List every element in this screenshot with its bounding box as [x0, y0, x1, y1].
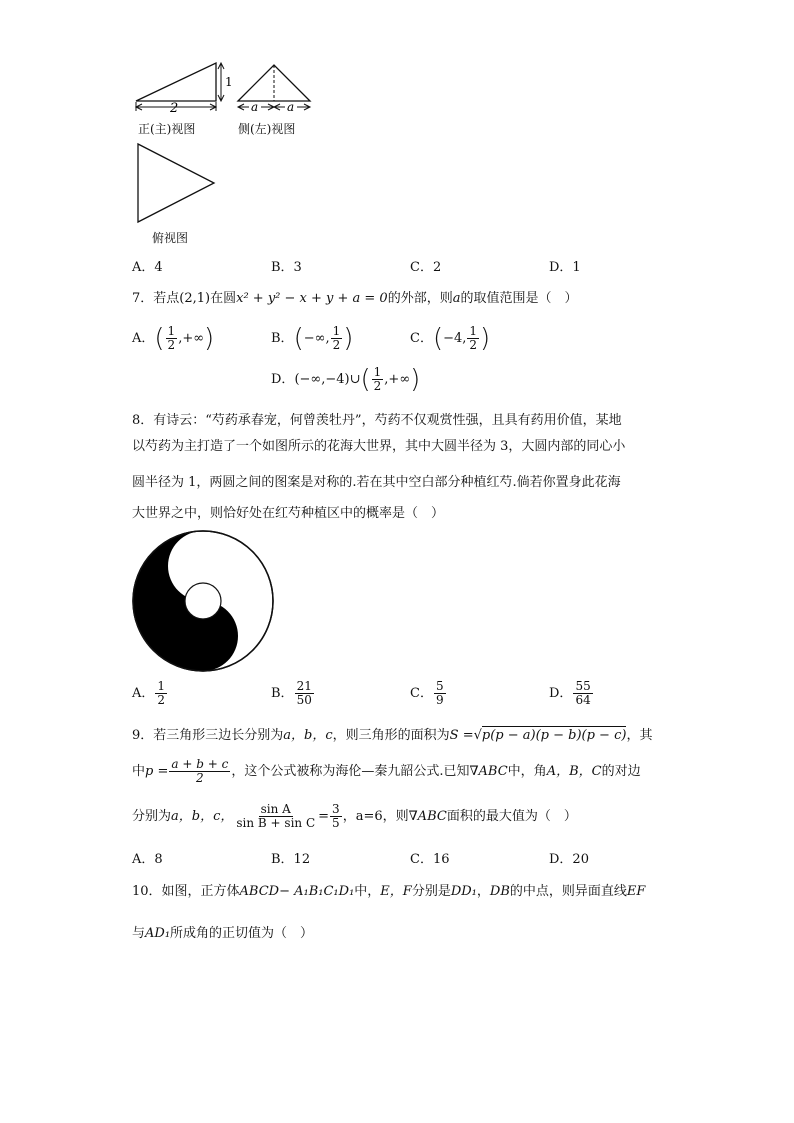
q6-option-c: C．2 — [410, 260, 442, 275]
q6-option-a: A．4 — [132, 260, 163, 275]
q7-option-d: D．(−∞,−4)∪( $\frac{1}{2}$ ,+∞) — [271, 364, 421, 395]
q8-line-2: 以芍药为主打造了一个如图所示的花海大世界，其中大圆半径为 3，大圆内部的同心小 — [132, 439, 626, 454]
top-view-caption: 俯视图 — [152, 231, 189, 245]
q7-option-b: B．(−∞, $\frac{1}{2}$ ) — [271, 323, 354, 354]
side-view — [238, 65, 310, 114]
q9-option-c: C．16 — [410, 852, 450, 867]
q9-line-3: 分别为a，b，c， $\frac{\text{sin A}}{\text{sin B + sin C}}$ = $\frac{3}{5}$ ，a=6，则∇ABC面积的最大值为（ ） — [132, 802, 577, 830]
side-view-caption: 侧(左)视图 — [238, 122, 296, 136]
q10-line-1: 10．如图，正方体ABCD− A₁B₁C₁D₁中，E，F分别是DD₁，DB的中点，则异面直线EF — [132, 884, 646, 899]
q9-line-1: 9．若三角形三边长分别为a，b，c，则三角形的面积为S =√p(p − a)(p − b)(p − c)，其 — [132, 728, 653, 743]
q9-option-d: D．20 — [549, 852, 589, 867]
side-label-a-right: a — [287, 100, 295, 114]
side-label-a-left: a — [251, 100, 259, 114]
q8-option-d: D． $\frac{55}{64}$ — [549, 679, 591, 707]
q9-option-a: A．8 — [132, 852, 163, 867]
q9-option-b: B．12 — [271, 852, 311, 867]
q8-option-b: B． $\frac{21}{50}$ — [271, 679, 312, 707]
q7-option-a: A．( $\frac{1}{2}$ ,+∞) — [132, 323, 215, 354]
q10-line-2: 与AD₁所成角的正切值为（ ） — [132, 926, 314, 941]
q6-option-b: B．3 — [271, 260, 302, 275]
q8-option-a: A． $\frac{1}{2}$ — [132, 679, 166, 707]
q8-line-3: 圆半径为 1，两圆之间的图案是对称的.若在其中空白部分种植红芍.倘若你置身此花海 — [132, 475, 621, 490]
front-view-caption: 正(主)视图 — [138, 122, 196, 136]
q8-option-c: C． $\frac{5}{9}$ — [410, 679, 444, 707]
q8-line-1: 8．有诗云：“芍药承春宠，何曾羡牡丹”，芍药不仅观赏性强，且具有药用价值，某地 — [132, 413, 622, 428]
front-height-label: 1 — [225, 75, 233, 89]
front-view — [136, 63, 233, 116]
top-view — [138, 144, 214, 222]
q6-option-d: D．1 — [549, 260, 581, 275]
q7-option-c: C．(−4, $\frac{1}{2}$ ) — [410, 323, 491, 354]
q9-line-2: 中p = $\frac{a + b + c}{2}$ ，这个公式被称为海伦—秦九韶公式.已知∇ABC中，角A，B，C的对边 — [132, 757, 641, 785]
front-width-label: 2 — [170, 101, 179, 116]
flower-sea-figure — [132, 530, 274, 672]
q8-line-4: 大世界之中，则恰好处在红芍种植区中的概率是（ ） — [132, 506, 445, 521]
q7-stem: 7．若点(2,1)在圆x² + y² − x + y + a = 0的外部，则a的取值范围是（ ） — [132, 291, 578, 306]
three-view-diagram — [128, 55, 318, 255]
